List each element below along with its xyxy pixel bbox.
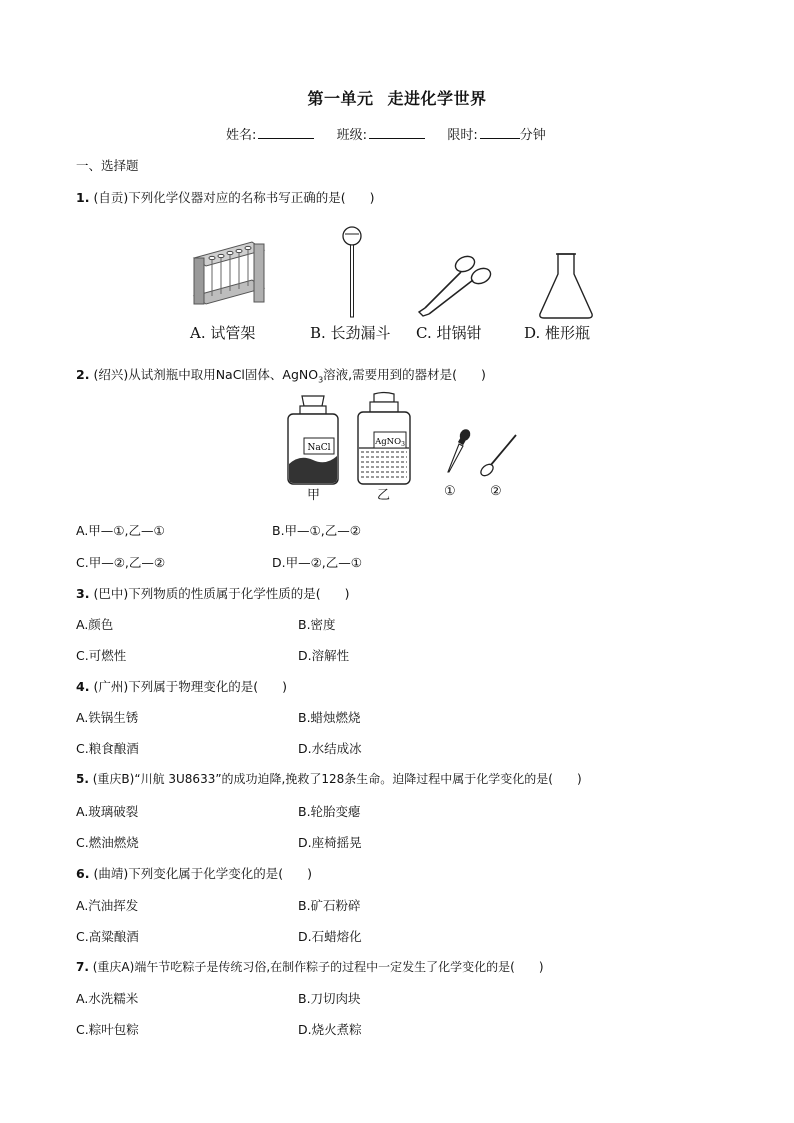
question-text: (重庆B)“川航 3U8633”的成功迫降,挽救了128条生命。迫降过程中属于化学变化的是( [92, 772, 553, 786]
option-c[interactable]: C.高粱酿酒 [76, 929, 139, 944]
figure-caption-c: C. 坩锅钳 [416, 324, 482, 342]
question-4: 4. (广州)下列属于物理变化的是( ) [76, 679, 287, 694]
option-b[interactable]: B.刀切肉块 [298, 991, 361, 1006]
title-topic: 走进化学世界 [387, 89, 487, 108]
name-field[interactable] [258, 126, 314, 139]
question-6: 6. (曲靖)下列变化属于化学变化的是( ) [76, 866, 312, 881]
figure-caption-a: A. 试管架 [190, 324, 256, 342]
student-info [226, 124, 546, 143]
option-c[interactable]: C.粽叶包粽 [76, 1022, 139, 1037]
option-c[interactable]: C.燃油燃烧 [76, 835, 139, 850]
option-a[interactable]: A.水洗糯米 [76, 991, 139, 1006]
option-d[interactable]: D.烧火煮粽 [298, 1022, 362, 1037]
time-field[interactable] [480, 126, 520, 139]
option-d[interactable]: D.石蜡熔化 [298, 929, 362, 944]
option-c[interactable]: C.可燃性 [76, 648, 127, 663]
question-number: 3. [76, 586, 90, 601]
option-a[interactable]: A.甲—①,乙—① [76, 523, 165, 538]
question-text: (广州)下列属于物理变化的是( [93, 679, 259, 694]
question-number: 4. [76, 679, 90, 694]
time-unit: 分钟 [519, 128, 546, 143]
nacl-label: NaCl [307, 443, 331, 453]
question-3: 3. (巴中)下列物质的性质属于化学性质的是( ) [76, 586, 350, 601]
conical-flask-illustration [536, 250, 596, 322]
crucible-tongs-illustration [415, 250, 495, 322]
question-text: (绍兴)从试剂瓶中取用NaCl固体、AgNO [93, 367, 319, 382]
question-7: 7. (重庆A)端午节吃粽子是传统习俗,在制作粽子的过程中一定发生了化学变化的是( ) [76, 960, 544, 974]
option-b[interactable]: B.甲—①,乙—② [272, 523, 361, 538]
time-label: 限时: [447, 128, 478, 143]
funnel-illustration [340, 224, 364, 322]
page-title [0, 86, 794, 109]
question-5: 5. (重庆B)“川航 3U8633”的成功迫降,挽救了128条生命。迫降过程中属于化学变化的是( ) [76, 772, 582, 786]
option-b[interactable]: B.密度 [298, 617, 336, 632]
agno3-bottle-illustration [356, 392, 412, 486]
dropper-illustration [443, 428, 473, 478]
option-d[interactable]: D.水结成冰 [298, 741, 362, 756]
option-c[interactable]: C.甲—②,乙—② [76, 555, 166, 570]
question-text: (巴中)下列物质的性质属于化学性质的是( [93, 586, 321, 601]
option-d[interactable]: D.座椅摇晃 [298, 835, 362, 850]
question-1: 1. (自贡)下列化学仪器对应的名称书写正确的是( ) [76, 190, 375, 205]
question-text: (自贡)下列化学仪器对应的名称书写正确的是( [93, 190, 346, 205]
figure-caption-d: D. 椎形瓶 [524, 324, 591, 342]
option-b[interactable]: B.轮胎变瘪 [298, 804, 361, 819]
question-text: (重庆A)端午节吃粽子是传统习俗,在制作粽子的过程中一定发生了化学变化的是( [92, 960, 515, 974]
tool-caption-2: ② [490, 484, 502, 499]
question-number: 5. [76, 772, 89, 786]
option-b[interactable]: B.蜡烛燃烧 [298, 710, 361, 725]
question-number: 7. [76, 960, 89, 974]
question-number: 2. [76, 367, 90, 382]
name-label: 姓名: [226, 128, 257, 143]
bottle-caption-yi: 乙 [377, 488, 391, 503]
nacl-bottle-illustration [286, 394, 340, 486]
question-number: 1. [76, 190, 90, 205]
option-a[interactable]: A.汽油挥发 [76, 898, 139, 913]
test-tube-rack-illustration [190, 238, 268, 316]
figure-caption-b: B. 长劲漏斗 [310, 324, 391, 342]
option-a[interactable]: A.颜色 [76, 617, 114, 632]
agno3-label: AgNO$_3$ [375, 437, 405, 448]
option-c[interactable]: C.粮食酿酒 [76, 741, 139, 756]
title-unit: 第一单元 [307, 89, 374, 108]
spatula-illustration [478, 432, 520, 478]
section-heading: 一、选择题 [76, 158, 139, 173]
question-2: 2. (绍兴)从试剂瓶中取用NaCl固体、AgNO$_3$溶液,需要用到的器材是( ) [76, 367, 486, 385]
option-d[interactable]: D.甲—②,乙—① [272, 555, 362, 570]
question-number: 6. [76, 866, 90, 881]
tool-caption-1: ① [444, 484, 456, 499]
class-field[interactable] [369, 126, 425, 139]
option-b[interactable]: B.矿石粉碎 [298, 898, 361, 913]
class-label: 班级: [336, 128, 368, 143]
option-a[interactable]: A.铁锅生锈 [76, 710, 139, 725]
option-a[interactable]: A.玻璃破裂 [76, 804, 139, 819]
question-text: (曲靖)下列变化属于化学变化的是( [93, 866, 284, 881]
bottle-caption-jia: 甲 [307, 488, 321, 503]
option-d[interactable]: D.溶解性 [298, 648, 350, 663]
